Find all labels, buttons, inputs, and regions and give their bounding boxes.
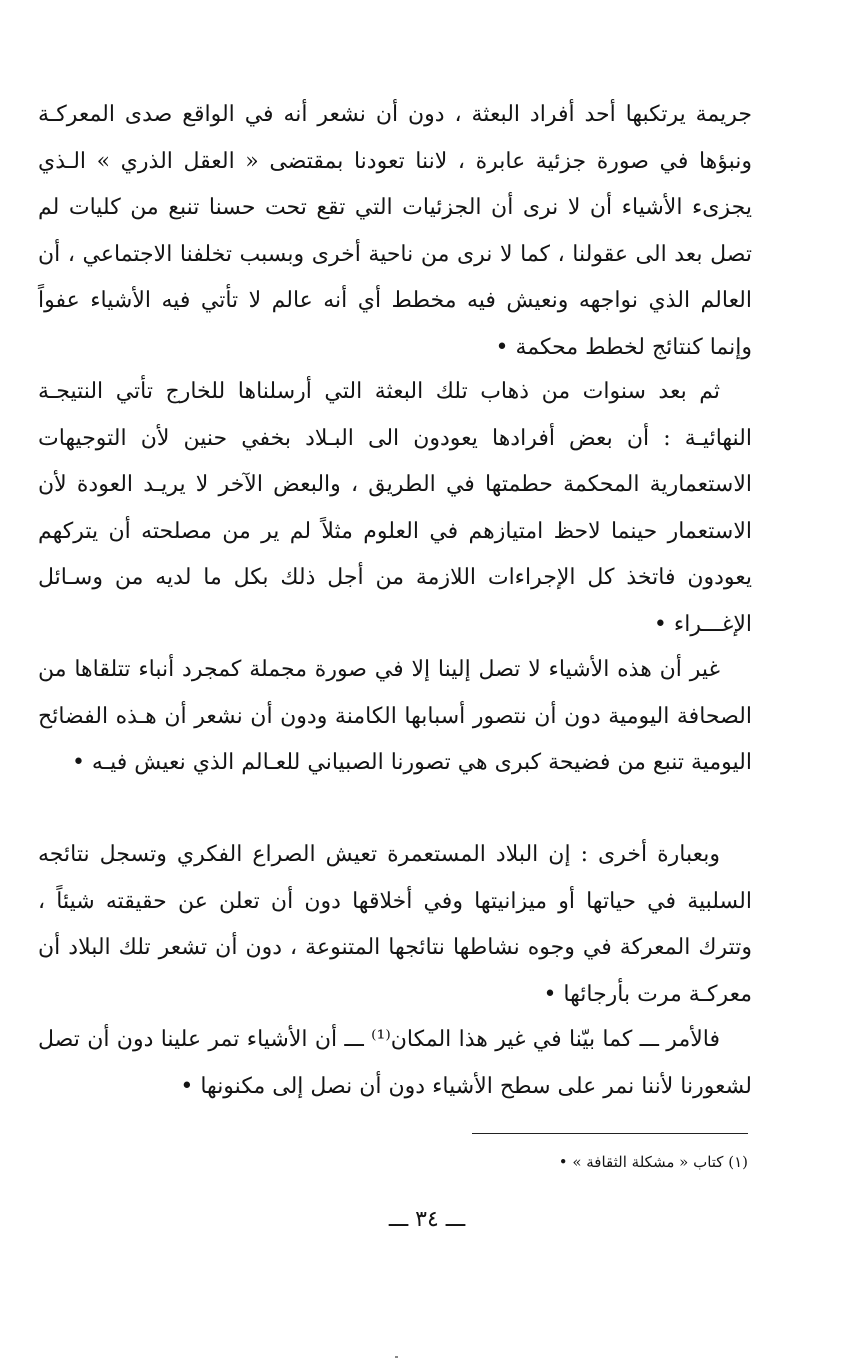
paragraph-4: وبعبارة أخرى : إن البلاد المستعمرة تعيش الصراع الفكري وتسجل نتائجه السلبية في حياتها أو ميزانيتها وفي أخلاقها دون أن تعلن عن حقيقته شيئاً ، وتترك المعركة في وجوه نشاطها نتائجها المتنوعة ، دون أن تشعر تلك البلاد أن معركـة مرت بأرجائها • — [38, 842, 752, 1007]
scan-speck — [395, 1356, 398, 1358]
paragraph-2: ثم بعد سنوات من ذهاب تلك البعثة التي أرسلناها للخارج تأتي النتيجـة النهائيـة : أن بعض أفرادها يعودون الى البـلاد بخفي حنين لأن التوجيهات الاستعمارية المحكمة حطمتها في الطريق ، والبعض الآخر لا يريـد العودة لأن الاستعمار حينما لاحظ امتيازهم في العلوم مثلاً لم ير من مصلحته أن يتركهم يعودون فاتخذ كل الإجراءات اللازمة من أجل ذلك بكل ما لديه من وسـائل الإغـــراء • — [38, 379, 752, 637]
footnote: (١) كتاب « مشكلة الثقافة » • — [558, 1153, 748, 1171]
page-number: ـــ ٣٤ ـــ — [388, 1207, 466, 1232]
paragraph-1: جريمة يرتكبها أحد أفراد البعثة ، دون أن نشعر أنه في الواقع صدى المعركـة ونبؤها في صورة جزئية عابرة ، لاننا تعودنا بمقتضى « العقل الذري » الـذي يجزىء الأشياء أن لا نرى أن الجزئيات التي تقع تحت حسنا تنبع من كليات لم تصل بعد الى عقولنا ، كما لا نرى من ناحية أخرى وبسبب تخلفنا الاجتماعي ، أن العالم الذي نواجهه ونعيش فيه مخطط أي أنه عالم لا تأتي فيه الأشياء عفواً وإنما كنتائج لخطط محكمة • — [38, 102, 752, 360]
footnote-divider — [472, 1133, 748, 1134]
paragraph-3: غير أن هذه الأشياء لا تصل إلينا إلا في صورة مجملة كمجرد أنباء تتلقاها من الصحافة اليومية دون أن نتصور أسبابها الكامنة ودون أن نشعر أن هـذه الفضائح اليومية تنبع من فضيحة كبرى هي تصورنا الصبياني للعـالم الذي نعيش فيـه • — [38, 657, 752, 775]
paragraph-5: فالأمر ـــ كما بيّنا في غير هذا المكان⁽¹⁾ ـــ أن الأشياء تمر علينا دون أن تصل لشعورنا لأننا نمر على سطح الأشياء دون أن نصل إلى مكنونها • — [38, 1027, 752, 1099]
